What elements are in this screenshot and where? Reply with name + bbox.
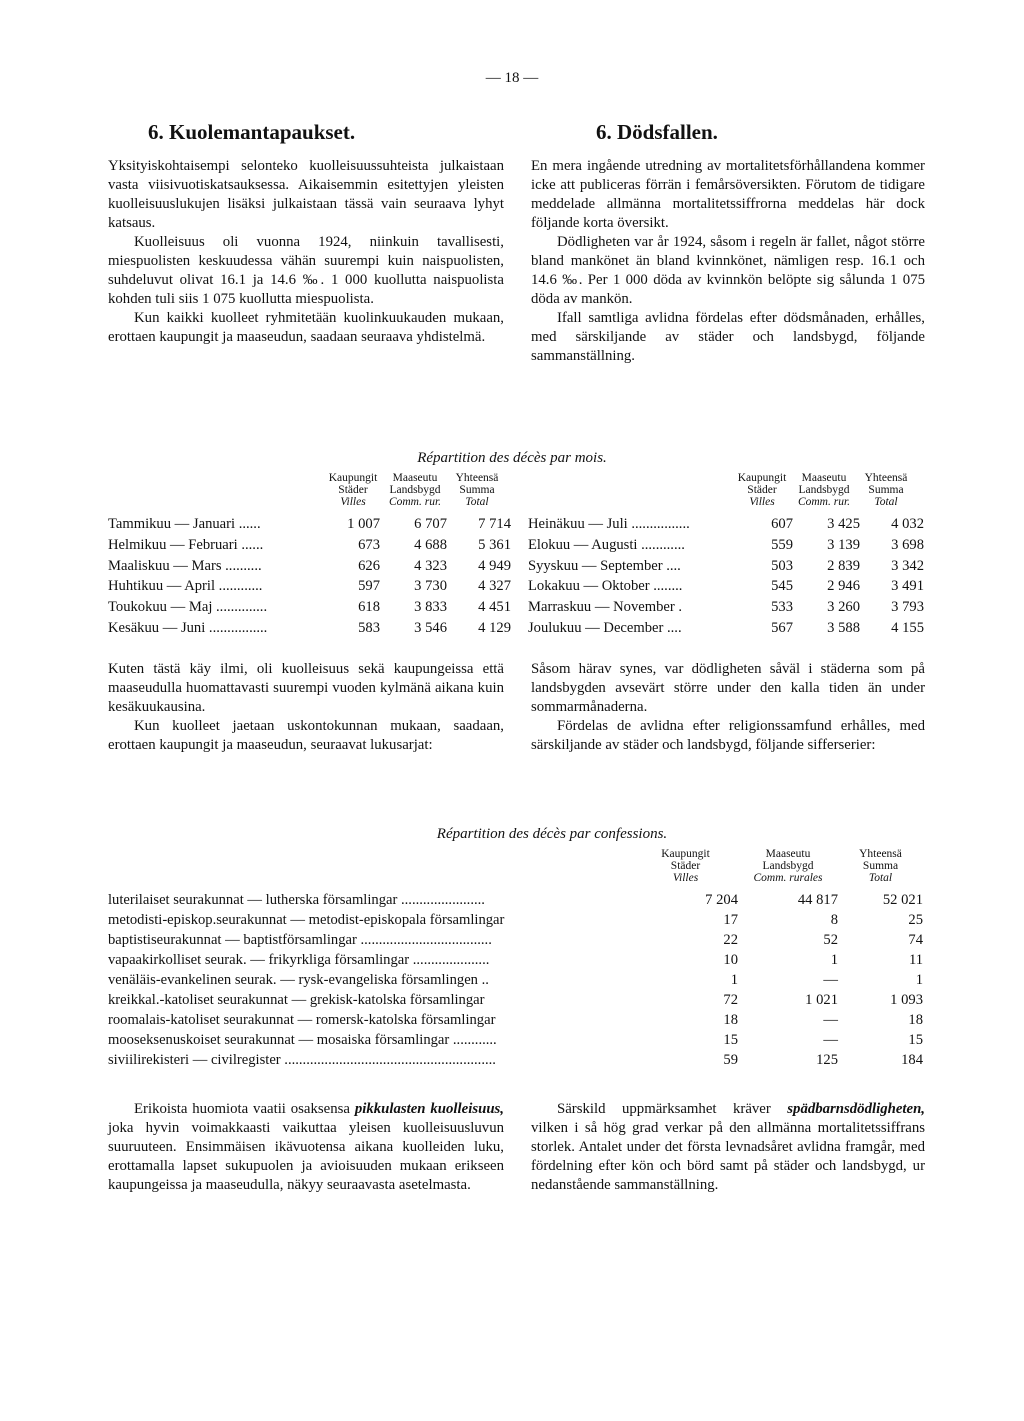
paragraph: En mera ingående utredning av mortalitetsförhållandena kommer icke att publiceras förrän i femårsöversikten. Förutom de tidigare meddelade allmänna mortalitetssiffrorna meddelas här dock följande korta översikt. [531,158,925,231]
table-row: Kesäkuu — Juni ................ 583 3 546 4 129 [108,619,511,636]
table-row: kreikkal.-katoliset seurakunnat — grekisk-katolska församlingar 72 1 021 1 093 [108,992,923,1008]
table-row: baptistiseurakunnat — baptistförsamlingar .................................... 22 52 74 [108,932,923,948]
table-row: roomalais-katoliset seurakunnat — romersk-katolska församlingar 18 — 18 [108,1012,923,1028]
paragraph: Fördelas de avlidna efter religionssamfund erhålles, med särskiljande av städer och landsbygd, följande sifferserier: [531,718,925,753]
table-row: Marraskuu — November . 533 3 260 3 793 [528,599,924,616]
table-row: venäläis-evankelinen seurak. — rysk-evangeliska församlingen .. 1 — 1 [108,972,923,988]
column-header: Yhteensä Summa Total [864,472,908,508]
table-row: Maaliskuu — Mars .......... 626 4 323 4 949 [108,557,511,574]
table-row: Toukokuu — Maj .............. 618 3 833 4 451 [108,599,511,616]
paragraph: Såsom härav synes, var dödligheten såväl i städerna som på landsbygden avsevärt större under den kalla tiden än under sommarmånaderna. [531,661,925,715]
paragraph: Erikoista huomiota vaatii osaksensa pikkulasten kuolleisuus, joka hyvin voimakkaasti vaikuttaa yleisen kuolleisuusluvun suuruuteen. Ensimmäisen ikävuotensa aikana kuolleiden luku, erottamalla lapset sukupuolen ja avioisuuden mukaan erikseen kaupungeissa ja maaseudulla, näkyy seuraavasta asetelmasta. [108,1101,505,1193]
table-row: Syyskuu — September .... 503 2 839 3 342 [528,557,924,574]
finnish-intro-column [108,157,504,347]
heading-finnish: 6. Kuolemantapaukset. [148,120,356,144]
table-row: Lokakuu — Oktober ........ 545 2 946 3 491 [528,578,924,595]
table-row: Joulukuu — December .... 567 3 588 4 155 [528,619,924,636]
column-header: Maaseutu Landsbygd Comm. rur. [797,472,851,508]
paragraph: Kuolleisuus oli vuonna 1924, niinkuin tavallisesti, miespuolisten keskuudessa vähän suurempi kuin naispuolisten, suhdeluvut olivat 16.1 ja 14.6 ‰. 1 000 kuollutta naispuolista kohden tuli siis 1 075 kuollutta miespuolista. [108,234,504,307]
finnish-month-commentary [108,660,504,755]
table-row: metodisti-episkop.seurakunnat — metodist-episkopala församlingar 17 8 25 [108,912,923,928]
month-table-left [108,472,511,639]
paragraph: Ifall samtliga avlidna fördelas efter dödsmånaden, erhålles, med särskiljande av städer och landsbygd, följande sammanställning. [531,310,925,364]
paragraph: Kun kuolleet jaetaan uskontokunnan mukaan, saadaan, erottaen kaupungit ja maaseudun, seuraavat lukusarjat: [108,718,504,753]
paragraph: Dödligheten var år 1924, såsom i regeln är fallet, något större bland mankönet än bland kvinnkönet, nämligen resp. 16.1 och 14.6 ‰. Per 1 000 döda av kvinnkön belöpte sig sålunda 1 075 döda av mankön. [531,234,925,307]
column-header: Kaupungit Städer Villes [661,848,710,884]
table-row: Tammikuu — Januari ...... 1 007 6 707 7 714 [108,516,511,532]
table-row: luterilaiset seurakunnat — lutherska församlingar ....................... 7 204 44 817 52 021 [108,892,923,908]
table-row: siviilirekisteri — civilregister .......................................................... 59 125 184 [108,1052,923,1068]
month-table-right [528,472,924,639]
swedish-infant-paragraph [531,1100,925,1195]
column-header: Kaupungit Städer Villes [328,472,378,508]
finnish-infant-paragraph [108,1100,504,1195]
confession-table [108,848,923,1070]
paragraph: Kuten tästä käy ilmi, oli kuolleisuus sekä kaupungeissa että maaseudulla huomattavasti suurempi vuoden kylmänä aikana kuin kesäkuukausina. [108,661,504,715]
heading-swedish: 6. Dödsfallen. [596,120,718,144]
table-row: Heinäkuu — Juli ................ 607 3 425 4 032 [528,516,924,532]
table-row: Helmikuu — Februari ...... 673 4 688 5 361 [108,536,511,553]
page-number: — 18 — [485,70,539,86]
table-row: Huhtikuu — April ............ 597 3 730 4 327 [108,578,511,595]
paragraph: Särskild uppmärksamhet kräver spädbarnsdödligheten, vilken i så hög grad verkar på den allmänna mortalitetssiffrans storlek. Antalet under det första levnadsåret avlidna framgår, med fördelning efter kön och börd samt på städer och landsbygd, ur nedanstående sammanställning. [531,1101,925,1193]
column-header: Maaseutu Landsbygd Comm. rur. [388,472,442,508]
table-row: vapaakirkolliset seurak. — frikyrkliga församlingar ..................... 10 1 11 [108,952,923,968]
table-header [108,472,511,514]
table-row: Elokuu — Augusti ............ 559 3 139 3 698 [528,536,924,553]
emphasis-term: spädbarnsdödligheten, [787,1101,925,1117]
swedish-intro-column [531,157,925,366]
month-table-caption: Répartition des décès par mois. [417,450,607,466]
table-row: mooseksenuskoiset seurakunnat — mosaiska församlingar ............ 15 — 15 [108,1032,923,1048]
emphasis-term: pikkulasten kuolleisuus, [354,1101,505,1117]
column-header: Yhteensä Summa Total [455,472,499,508]
column-header: Maaseutu Landsbygd Comm. rurales [753,848,823,884]
swedish-month-commentary [531,660,925,755]
paragraph: Yksityiskohtaisempi selonteko kuolleisuussuhteista julkaistaan vasta viisivuotiskatsauksessa. Aikaisemmin esitettyjen yleisten kuolleisuuslukujen lisäksi julkaistaan tässä vain seuraava lyhyt katsaus. [108,158,504,231]
column-header: Kaupungit Städer Villes [737,472,787,508]
table-header [528,472,924,514]
confession-table-caption: Répartition des décès par confessions. [436,826,668,842]
paragraph: Kun kaikki kuolleet ryhmitetään kuolinkuukauden mukaan, erottaen kaupungit ja maaseudun, saadaan seuraava yhdistelmä. [108,310,504,345]
table-header [108,848,923,890]
column-header: Yhteensä Summa Total [859,848,902,884]
